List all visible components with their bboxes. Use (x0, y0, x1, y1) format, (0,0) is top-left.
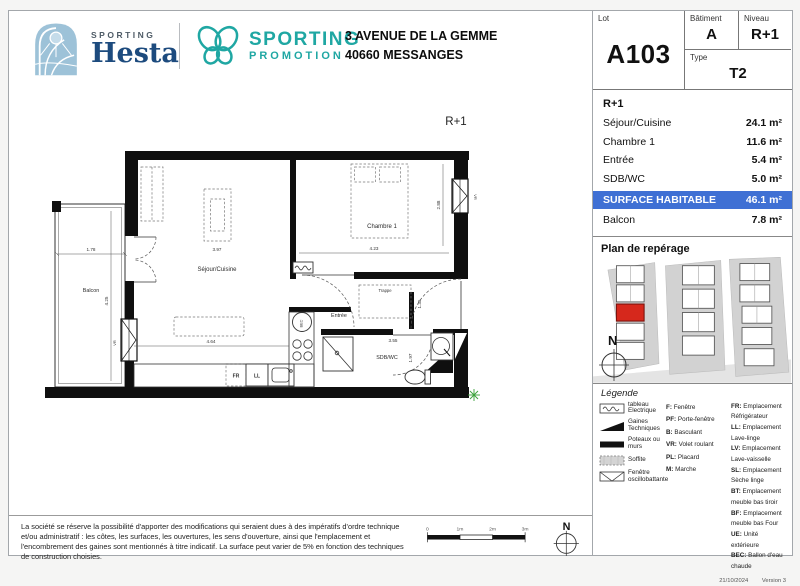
legend-abbr: LL: Emplacement Lave-linge (731, 423, 782, 442)
legend-abbr-col2 (731, 402, 786, 573)
address-line1: 3 AVENUE DE LA GEMME (345, 29, 498, 43)
type-cell (685, 50, 791, 89)
hesta-logo (31, 19, 179, 77)
legend-symbols (599, 400, 669, 573)
area-row (603, 170, 782, 189)
dim-chambre-h: 2.88 (436, 200, 441, 210)
dim-sdb-w: 3.55 (388, 338, 398, 343)
legend-abbr-col1 (666, 402, 728, 573)
main-area (9, 11, 592, 561)
window-right-vr-label: VR (473, 194, 478, 200)
scale-bar (422, 522, 538, 548)
promotion-wordmark (249, 30, 360, 63)
area-row (603, 114, 782, 133)
areas-floor-label: R+1 (603, 98, 624, 110)
legend-abbr: M: Marche (666, 466, 697, 474)
area-row-label: SDB/WC (603, 172, 645, 185)
legend-symbol-label: tableau Electrique (628, 400, 657, 415)
legend-section (593, 383, 792, 575)
poteaux-murs-icon (599, 439, 625, 450)
dim-island: 3.97 (212, 247, 222, 252)
balcon-value: 7.8 m² (751, 214, 782, 226)
trappe-label: Trappe (378, 288, 392, 293)
reperage-title: Plan de repérage (601, 242, 690, 255)
floor-plan (41, 111, 485, 409)
area-row-value: 24.1 m² (745, 117, 782, 129)
area-row-label: Entrée (603, 154, 634, 166)
logo-divider (179, 23, 180, 69)
niveau-value: R+1 (751, 25, 779, 43)
info-sidebar (592, 11, 792, 584)
soffite-icon (599, 455, 625, 466)
date-version-line (593, 575, 792, 586)
balcon-label: Balcon (603, 214, 636, 226)
promotion-sporting-label: SPORTING (249, 28, 361, 50)
surface-habitable-row (593, 191, 792, 209)
bec-label: BEC (299, 319, 304, 328)
type-label: Type (690, 53, 708, 62)
reperage-compass (598, 333, 632, 385)
legend-abbr: UE: Unité extérieure (731, 530, 760, 549)
lot-value: A103 (606, 38, 671, 69)
legend-symbol-row (599, 468, 669, 484)
north-compass (550, 520, 584, 556)
room-chambre-label: Chambre 1 (367, 224, 397, 230)
scale-3m: 3m (521, 527, 529, 533)
plan-sheet (8, 10, 793, 584)
fr-label: FR (232, 373, 240, 380)
legend-abbr: PL: Placard (666, 453, 700, 461)
scale-0: 0 (425, 527, 429, 533)
room-sejour-label: Séjour/Cuisine (197, 267, 237, 273)
legend-symbol-label: Soffite (628, 455, 646, 463)
dim-hall: 1.35 (417, 299, 422, 309)
area-row-label: Chambre 1 (603, 135, 655, 148)
legend-symbol-row (599, 437, 663, 451)
fixtures (134, 262, 453, 387)
niveau-label: Niveau (744, 14, 769, 23)
gaines-techniques-icon (599, 421, 625, 432)
reperage-north-label: N (608, 332, 618, 348)
room-sdb-label: SDB/WC (376, 355, 398, 361)
hesta-sporting-label: SPORTING (91, 29, 156, 40)
batiment-value: A (706, 25, 717, 43)
legend-symbol-label: Gaines Techniques (628, 418, 660, 433)
hesta-name-label: Hesta (91, 37, 179, 69)
surface-habitable-label: SURFACE HABITABLE (603, 194, 716, 206)
window-right (452, 179, 478, 213)
window-left-vr-label: VR (112, 340, 117, 346)
legend-abbr: LV: Emplacement Lave-vaisselle (731, 445, 781, 464)
highlighted-lot (616, 304, 644, 321)
legend-abbr: PF: Porte-fenêtre (666, 416, 715, 424)
legend-symbol-row (599, 402, 663, 416)
dim-balcon-w: 1.78 (86, 247, 96, 252)
batiment-cell (685, 11, 739, 50)
hesta-wordmark (91, 30, 179, 67)
legend-symbol-label: Poteaux ou murs (628, 436, 660, 451)
butterfly-icon (195, 23, 241, 69)
surface-habitable-value: 46.1 m² (745, 194, 782, 206)
area-row-value: 5.4 m² (751, 154, 782, 166)
area-row (603, 133, 782, 152)
reperage-section (593, 236, 792, 383)
legend-abbr: SL: Emplacement Sèche linge (731, 466, 782, 485)
dim-chambre-w: 4.23 (369, 246, 379, 251)
legend-abbr: BT: Emplacement meuble bas tiroir (731, 488, 782, 506)
batiment-label: Bâtiment (690, 14, 722, 23)
plan-floor-label: R+1 (445, 116, 467, 128)
area-row-value: 11.6 m² (746, 135, 782, 148)
dim-sdb-h: 1.97 (408, 353, 413, 363)
dim-sejour-w: 4.64 (206, 339, 216, 344)
lot-cell (593, 11, 685, 89)
room-entree-label: Entrée (331, 313, 347, 319)
legend-abbr: BEC: Ballon d'eau chaude (731, 552, 783, 571)
type-value: T2 (729, 65, 747, 82)
lot-label: Lot (598, 14, 610, 23)
ll-label: LL (253, 373, 261, 380)
niveau-cell (739, 11, 791, 50)
sporting-promotion-logo (195, 23, 360, 69)
legend-title: Légende (601, 387, 638, 399)
room-balcon-label: Balcon (82, 288, 100, 294)
legend-abbr: B: Basculant (666, 428, 703, 436)
scale-1m: 1m (456, 527, 464, 533)
area-row-value: 5.0 m² (751, 172, 782, 185)
legend-abbr: VR: Volet roulant (666, 441, 714, 449)
legend-abbr: BF: Emplacement meuble bas Four (731, 509, 782, 528)
hesta-arch-icon (31, 19, 81, 77)
promotion-promotion-label: PROMOTION (249, 49, 344, 62)
area-row (603, 151, 782, 170)
scale-2m: 2m (488, 527, 496, 533)
north-label: N (562, 520, 571, 533)
plan-date: 21/10/2024 (719, 577, 749, 584)
legend-abbr: F: Fenêtre (666, 403, 696, 411)
area-row-label: Séjour/Cuisine (603, 117, 672, 129)
plan-walls (45, 151, 469, 398)
legend-symbol-label: Fenêtre oscillobattante (628, 468, 669, 483)
tableau-electrique-icon (599, 403, 625, 414)
footer (9, 515, 592, 561)
legend-grid (599, 402, 786, 573)
areas-table (593, 90, 792, 236)
legend-symbol-row (599, 455, 663, 466)
legend-symbol-row (599, 419, 663, 433)
address-line2: 40660 MESSANGES (345, 48, 464, 62)
window-left (112, 319, 137, 361)
disclaimer-text: La société se réserve la possibilité d'apporter des modifications qui seraient dues à des impératifs d'ordre technique et/ou administratif : les côtes, les surfaces, les ouvertures, les sens d'ouverture, ainsi que l'emplacement et l'encombrement des gaines sont mentionnés à titre indicatif. La surface peut varier de 5% en fonction des techniques de construction choisies. (21, 522, 404, 561)
project-address (345, 27, 497, 65)
dim-balcon-h: 4.25 (104, 296, 109, 306)
plan-version: Version 3 (761, 577, 786, 584)
fenetre-oscillobattante-icon (599, 471, 625, 482)
balcon-row (603, 211, 782, 230)
survey-marker (468, 389, 480, 401)
lot-info-grid (593, 11, 792, 90)
balcony (52, 201, 125, 387)
legend-abbr: FR: Emplacement Réfrigérateur (731, 402, 782, 421)
